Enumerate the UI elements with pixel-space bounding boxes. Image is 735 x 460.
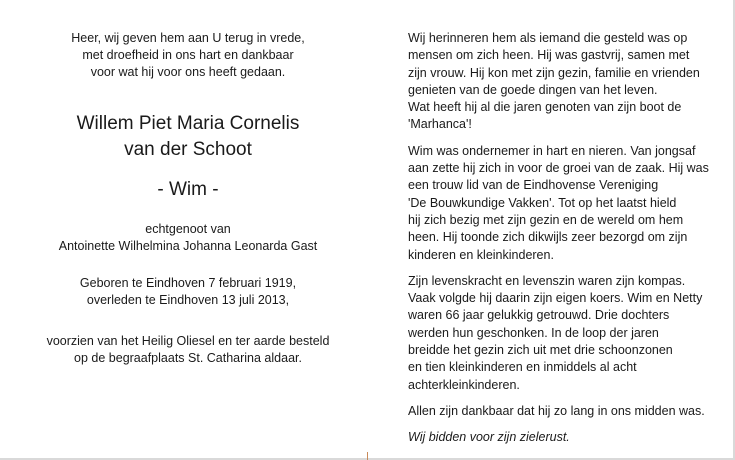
fold-mark — [367, 452, 368, 460]
text-line: 'Marhanca'! — [408, 117, 472, 132]
text-line: een trouw lid van de Eindhovense Vereniging — [408, 178, 659, 193]
intro-line: voor wat hij voor ons heeft gedaan. — [90, 65, 286, 79]
career-paragraph — [408, 143, 720, 264]
spouse-name: Antoinette Wilhelmina Johanna Leonarda Gast — [58, 239, 318, 253]
name-line: van der Schoot — [124, 139, 252, 160]
intro-line: Heer, wij geven hem aan U terug in vrede, — [71, 31, 305, 45]
birth-death-dates — [18, 275, 358, 309]
family-paragraph — [408, 273, 720, 394]
right-column — [408, 30, 720, 456]
text-line: Allen zijn dankbaar dat hij zo lang in ons midden was. — [408, 403, 705, 418]
deceased-name — [18, 111, 358, 163]
name-line: Willem Piet Maria Cornelis — [76, 113, 300, 134]
gratitude-paragraph — [408, 403, 720, 420]
text-line: Wij herinneren hem als iemand die gesteld was op — [408, 31, 688, 45]
text-line: Wim was ondernemer in hart en nieren. Van jongsaf — [408, 143, 696, 158]
text-line: Zijn levenskracht en levenszin waren zijn kompas. — [408, 273, 686, 288]
text-line: hij zich bezig met zijn gezin en de wereld om hem — [408, 212, 684, 227]
date-line: Geboren te Eindhoven 7 februari 1919, — [79, 276, 297, 290]
date-line: overleden te Eindhoven 13 juli 2013, — [86, 293, 290, 307]
nickname: - Wim - — [157, 179, 219, 200]
text-line: genieten van de goede dingen van het leven. — [408, 82, 658, 97]
spouse-label: echtgenoot van — [145, 222, 231, 236]
burial-text — [18, 333, 358, 367]
text-line: achterkleinkinderen. — [408, 377, 520, 392]
text-line: kinderen en kleinkinderen. — [408, 247, 554, 262]
text-line: zijn vrouw. Hij kon met zijn gezin, familie en vrienden — [408, 65, 700, 80]
text-line: en tien kleinkinderen en inmiddels al acht — [408, 360, 637, 375]
left-column — [18, 30, 358, 367]
intro-verse — [18, 30, 358, 81]
text-line: 'De Bouwkundige Vakken'. Tot op het laatst hield — [408, 195, 677, 210]
remembrance-paragraph — [408, 30, 720, 134]
text-line: werden hun geschonken. In de loop der jaren — [408, 325, 659, 340]
prayer-line: Wij bidden voor zijn zielerust. — [408, 430, 570, 445]
intro-line: met droefheid in ons hart en dankbaar — [82, 48, 294, 62]
text-line: aan zette hij zich in voor de groei van de zaak. Hij was — [408, 161, 709, 176]
burial-line: op de begraafplaats St. Catharina aldaar. — [74, 351, 302, 365]
text-line: mensen om zich heen. Hij was gastvrij, samen met — [408, 48, 690, 63]
burial-line: voorzien van het Heilig Oliesel en ter aarde besteld — [46, 334, 330, 348]
text-line: Vaak volgde hij daarin zijn eigen koers. Wim en Netty — [408, 291, 703, 306]
text-line: breidde het gezin zich uit met drie schoonzonen — [408, 343, 673, 358]
text-line: Wat heeft hij al die jaren genoten van zijn boot de — [408, 100, 682, 115]
text-line: waren 66 jaar gelukkig getrouwd. Drie dochters — [408, 308, 670, 323]
text-line: heen. Hij toonde zich dikwijls zeer bezorgd om zijn — [408, 230, 688, 245]
